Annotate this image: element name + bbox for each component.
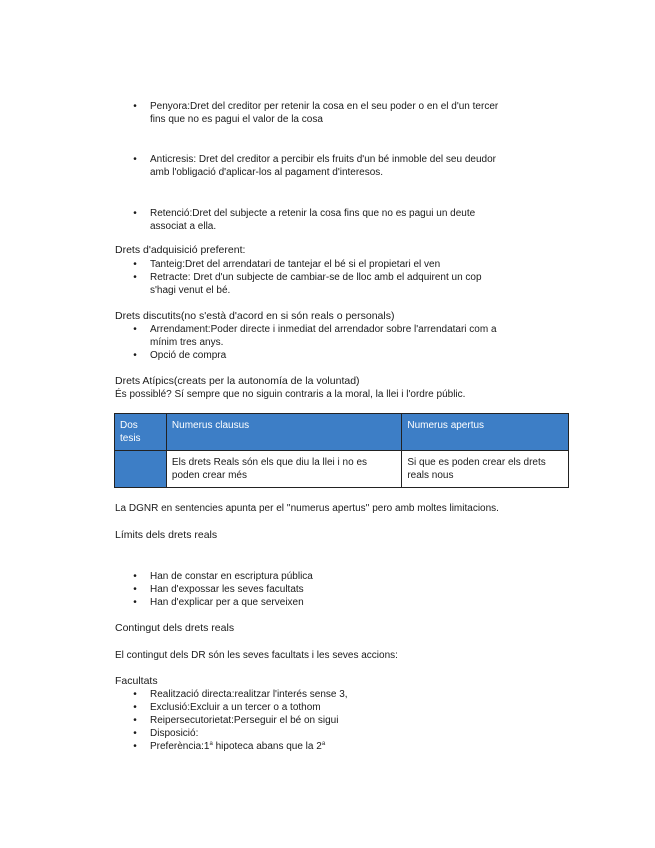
list-item: Opció de compra xyxy=(150,350,227,361)
bullet: • xyxy=(133,571,137,582)
bullet: • xyxy=(133,101,137,112)
list-item-line: fins que no es pagui el valor de la cosa xyxy=(150,114,323,125)
list-item xyxy=(150,740,545,753)
bullet: • xyxy=(133,715,137,726)
list-item: Han de constar en escriptura pública xyxy=(150,571,313,582)
preferencia-text-b: hipoteca abans que la 2 xyxy=(212,741,322,752)
bullet: • xyxy=(133,728,137,739)
preferencia-text-a: Preferència:1 xyxy=(150,741,210,752)
contingut-heading: Contingut dels drets reals xyxy=(115,622,235,634)
bullet: • xyxy=(133,741,137,752)
superscript: a xyxy=(321,741,326,747)
table-header-cell: Numerus clausus xyxy=(166,414,401,451)
bullet: • xyxy=(133,689,137,700)
list-item-line: Penyora:Dret del creditor per retenir la cosa en el seu poder o en el d'un tercer xyxy=(150,101,499,112)
facultats-heading: Facultats xyxy=(115,675,158,687)
list-item: Realització directa:realitzar l'interés sense 3, xyxy=(150,689,348,700)
bullet: • xyxy=(133,350,137,361)
list-item xyxy=(150,207,545,233)
bullet: • xyxy=(133,324,137,335)
table-header-cell: Dos tesis xyxy=(115,414,167,451)
atipics-heading: Drets Atípics(creats per la autonomía de la voluntad) xyxy=(115,375,360,387)
bullet: • xyxy=(133,702,137,713)
discutits-heading: Drets discutits(no s'està d'acord en si són reals o personals) xyxy=(115,310,395,322)
list-item: Han d'expossar les seves facultats xyxy=(150,584,304,595)
bullet: • xyxy=(133,208,137,219)
table-header-row xyxy=(115,414,569,451)
list-item: Tanteig:Dret del arrendatari de tantejar el bé si el propietari el ven xyxy=(150,259,441,270)
table-row xyxy=(115,451,569,488)
bullet: • xyxy=(133,272,137,283)
list-item-line: associat a ella. xyxy=(150,221,217,232)
list-item xyxy=(150,100,545,126)
list-item-line: Retenció:Dret del subjecte a retenir la cosa fins que no es pagui un deute xyxy=(150,208,476,219)
tesis-table xyxy=(114,413,569,488)
list-item: Disposició: xyxy=(150,728,199,739)
bullet: • xyxy=(133,154,137,165)
dgnr-paragraph: La DGNR en sentencies apunta per el ''numerus apertus'' pero amb moltes limitacions. xyxy=(115,503,499,514)
superscript: a xyxy=(209,741,213,747)
table-cell: Els drets Reals són els que diu la llei i no es poden crear més xyxy=(166,451,401,488)
list-item-line: mínim tres anys. xyxy=(150,337,224,348)
table-cell: Si que es poden crear els drets reals nous xyxy=(402,451,569,488)
list-item-line: Retracte: Dret d'un subjecte de cambiar-se de lloc amb el adquirent un cop xyxy=(150,272,482,283)
list-item-line: s'hagi venut el bé. xyxy=(150,285,231,296)
list-item-line: Anticresis: Dret del creditor a percibir els fruits d'un bé inmoble del seu deudor xyxy=(150,154,496,165)
adquisicio-heading: Drets d'adquisició preferent: xyxy=(115,244,246,256)
bullet: • xyxy=(133,259,137,270)
list-item xyxy=(150,271,545,297)
atipics-subheading: És possiblé? Sí sempre que no siguin contraris a la moral, la llei i l'ordre públic. xyxy=(115,389,466,400)
list-item: Han d'explicar per a que serveixen xyxy=(150,597,304,608)
table-header-cell: Numerus apertus xyxy=(402,414,569,451)
list-item-line: Arrendament:Poder directe i inmediat del arrendador sobre l'arrendatari com a xyxy=(150,324,497,335)
contingut-text: El contingut dels DR són les seves facultats i les seves accions: xyxy=(115,650,398,661)
bullet: • xyxy=(133,597,137,608)
list-item xyxy=(150,323,545,349)
bullet: • xyxy=(133,584,137,595)
table-cell xyxy=(115,451,167,488)
list-item: Exclusió:Excluir a un tercer o a tothom xyxy=(150,702,321,713)
list-item xyxy=(150,153,545,179)
list-item-line: amb l'obligació d'aplicar-los al pagament d'interesos. xyxy=(150,167,384,178)
limits-heading: Límits dels drets reals xyxy=(115,529,218,541)
list-item: Reipersecutorietat:Perseguir el bé on sigui xyxy=(150,715,339,726)
